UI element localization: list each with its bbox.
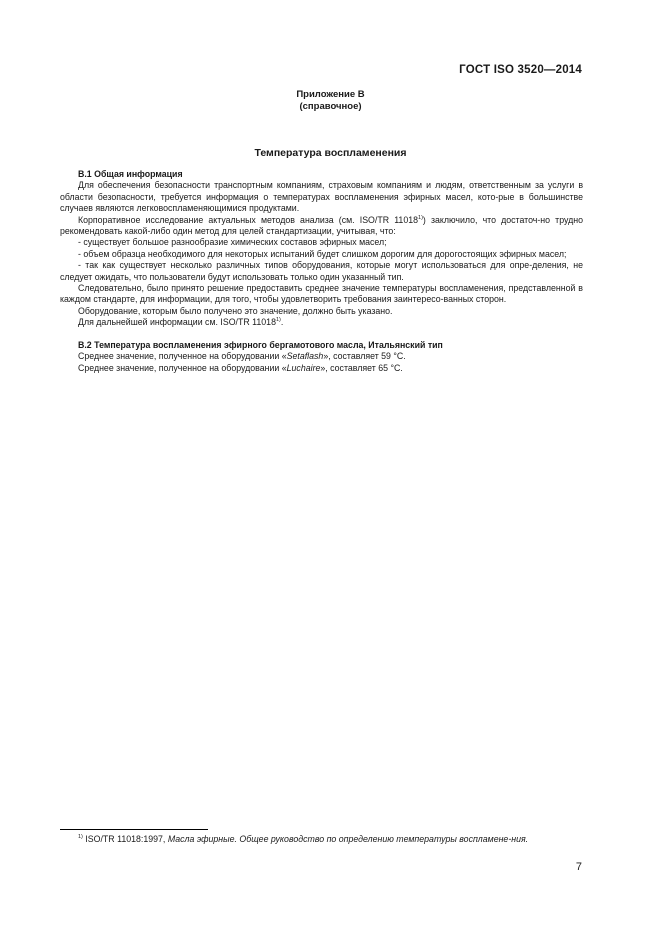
value-line-luchaire — [60, 363, 583, 374]
list-item-3: - так как существует несколько различных типов оборудования, которые могут использоваться для опре-деления, не следует ожидать, что пользователи будут использовать только один указанный тип. — [60, 260, 583, 282]
list-item-2: - объем образца необходимого для некоторых испытаний будет слишком дорогим для дорогостоящих эфирных масел; — [78, 248, 567, 259]
paragraph-5 — [60, 317, 583, 328]
footnote-ref: 1) — [418, 214, 423, 221]
value-line-2-text-b: », составляет 65 °C. — [320, 362, 403, 373]
footnote-separator — [60, 829, 208, 830]
footnote — [60, 834, 583, 846]
footnote-ref-text: ISO/TR 11018:1997, — [82, 834, 168, 844]
list-item-1: - существует большое разнообразие химических составов эфирных масел; — [78, 237, 387, 248]
page-number: 7 — [575, 861, 582, 873]
paragraph-5-text-b: . — [280, 317, 284, 328]
section1-heading: В.1 Общая информация — [78, 169, 183, 179]
paragraph-2-text-a: Корпоративное исследование актуальных методов анализа (см. ISO/TR 11018 — [78, 214, 419, 225]
paragraph-3: Следовательно, было принято решение предоставить среднее значение температуры воспламенения, представленной в каждом стандарте, для информации, для того, чтобы удовлетворить требования заинтересо-ванных сторон. — [60, 283, 583, 305]
annex-block — [0, 89, 661, 113]
annex-label: Приложение В — [296, 89, 365, 100]
document-code: ГОСТ ISO 3520—2014 — [459, 64, 582, 76]
value-line-2-text-a: Среднее значение, полученное на оборудовании « — [78, 362, 287, 373]
paragraph-4: Оборудование, которым было получено это значение, должно быть указано. — [78, 305, 393, 316]
footnote-marker: 1) — [78, 834, 83, 841]
paragraph-2-text-b: ) заключило, что достаточ-но трудно рекомендовать какой-либо один метод для целей стандартизации, учитывая, что: — [60, 214, 583, 237]
value-line-1-text-b: », составляет 59 °C. — [323, 351, 406, 362]
value-line-setaflash — [60, 351, 583, 362]
paragraph-5-text-a: Для дальнейшей информации см. ISO/TR 11018 — [78, 317, 276, 328]
paragraph-2 — [60, 215, 583, 238]
value-line-1-text-a: Среднее значение, полученное на оборудовании « — [78, 351, 287, 362]
page-title: Температура воспламенения — [254, 147, 407, 159]
footnote-ref: 1) — [275, 317, 281, 324]
section2-heading: В.2 Температура воспламенения эфирного бергамотового масла, Итальянский тип — [78, 339, 443, 350]
annex-type: (справочное) — [299, 101, 362, 112]
footnote-title: Масла эфирные. Общее руководство по определению температуры воспламене-ния. — [167, 834, 529, 844]
device-name-setaflash: Setaflash — [286, 351, 324, 362]
device-name-luchaire: Luchaire — [286, 362, 321, 373]
paragraph-1: Для обеспечения безопасности транспортным компаниям, страховым компаниям и людям, ответственным за услуги в области безопасности, требуется информация о температурах воспламенения эфирных масел, кото-рые в большинстве случаев являются легковоспламеняющимися продуктами. — [60, 180, 583, 214]
main-content — [60, 169, 583, 374]
